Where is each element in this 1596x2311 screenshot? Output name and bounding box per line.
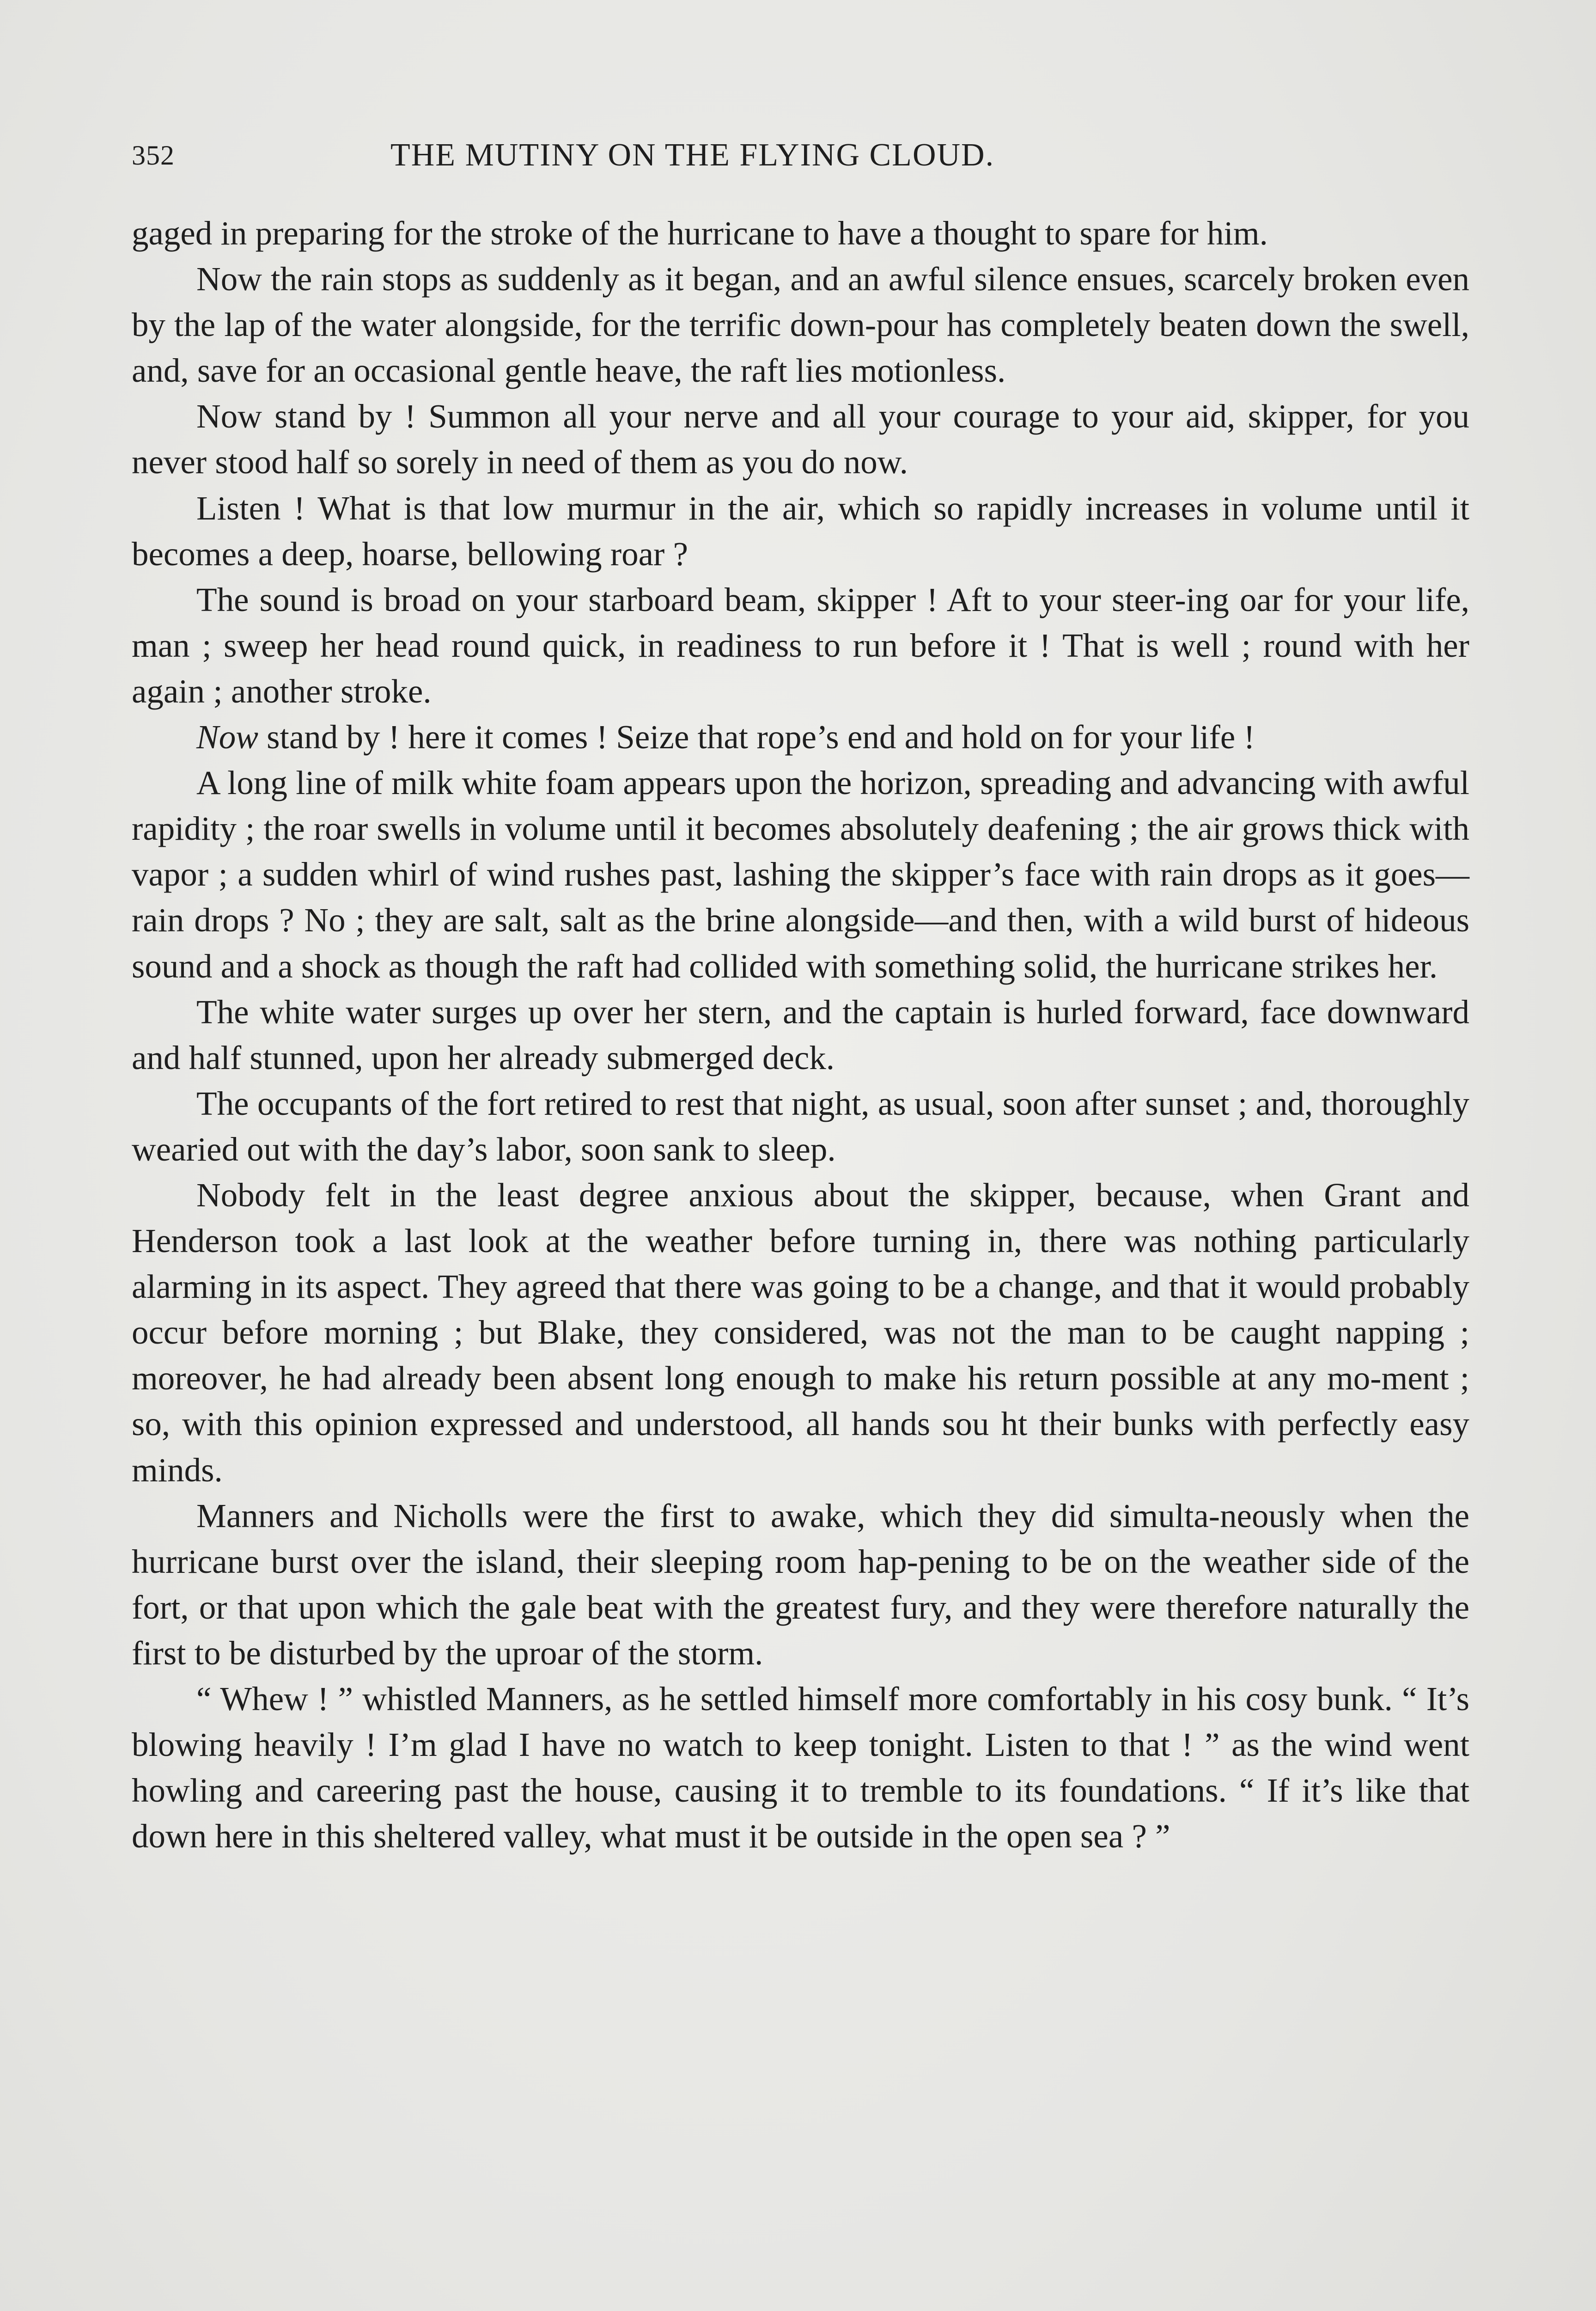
paragraph: The white water surges up over her stern, and the captain is hurled forward, face downward and half stunned, upon her already submerged deck. (132, 993, 1469, 1076)
page-number: 352 (132, 140, 175, 171)
paragraph-text: stand by ! here it comes ! Seize that rope’s end and hold on for your life ! (267, 718, 1255, 756)
paragraph: Now the rain stops as suddenly as it began, and an awful silence ensues, scarcely broken even by the lap of the water alongside, for the terrific down-pour has completely beaten down the swell, and, save for an occasional gentle heave, the raft lies motionless. (132, 260, 1469, 390)
body-text (132, 210, 1469, 1859)
paragraph: The sound is broad on your starboard beam, skipper ! Aft to your steer-ing oar for your life, man ; sweep her head round quick, in readiness to run before it ! That is well ; round with her again ; another stroke. (132, 581, 1469, 710)
paragraph: “ Whew ! ” whistled Manners, as he settled himself more comfortably in his cosy bunk. “ It’s blowing heavily ! I’m glad I have no watch to keep tonight. Listen to that ! ” as the wind went howling and careering past the house, causing it to tremble to its foundations. “ If it’s like that down here in this sheltered valley, what must it be outside in the open sea ? ” (132, 1680, 1469, 1855)
paragraph: Manners and Nicholls were the first to awake, which they did simulta-neously when the hurricane burst over the island, their sleeping room hap-pening to be on the weather side of the fort, or that upon which the gale beat with the greatest fury, and they were therefore naturally the first to be disturbed by the uproar of the storm. (132, 1497, 1469, 1672)
paragraph: Listen ! What is that low murmur in the air, which so rapidly increases in volume until it becomes a deep, hoarse, bellowing roar ? (132, 489, 1469, 573)
paragraph (132, 714, 1469, 760)
page-header (132, 137, 1472, 188)
running-title: THE MUTINY ON THE FLYING CLOUD. (390, 137, 995, 173)
paragraph: Now stand by ! Summon all your nerve and all your courage to your aid, skipper, for you never stood half so sorely in need of them as you do now. (132, 397, 1469, 481)
paragraph: gaged in preparing for the stroke of the hurricane to have a thought to spare for him. (132, 214, 1268, 252)
italic-lead: Now (196, 718, 258, 756)
paragraph: Nobody felt in the least degree anxious about the skipper, because, when Grant and Henderson took a last look at the weather before turning in, there was nothing particularly alarming in its aspect. They agreed that there was going to be a change, and that it would probably occur before morning ; but Blake, they considered, was not the man to be caught napping ; moreover, he had already been absent long enough to make his return possible at any mo-ment ; so, with this opinion expressed and understood, all hands sou ht their bunks with perfectly easy minds. (132, 1176, 1469, 1489)
paragraph: The occupants of the fort retired to rest that night, as usual, soon after sunset ; and, thoroughly wearied out with the day’s labor, soon sank to sleep. (132, 1084, 1469, 1168)
paragraph: A long line of milk white foam appears upon the horizon, spreading and advancing with awful rapidity ; the roar swells in volume until it becomes absolutely deafening ; the air grows thick with vapor ; a sudden whirl of wind rushes past, lashing the skipper’s face with rain drops as it goes—rain drops ? No ; they are salt, salt as the brine alongside—and then, with a wild burst of hideous sound and a shock as though the raft had collided with something solid, the hurricane strikes her. (132, 764, 1469, 985)
